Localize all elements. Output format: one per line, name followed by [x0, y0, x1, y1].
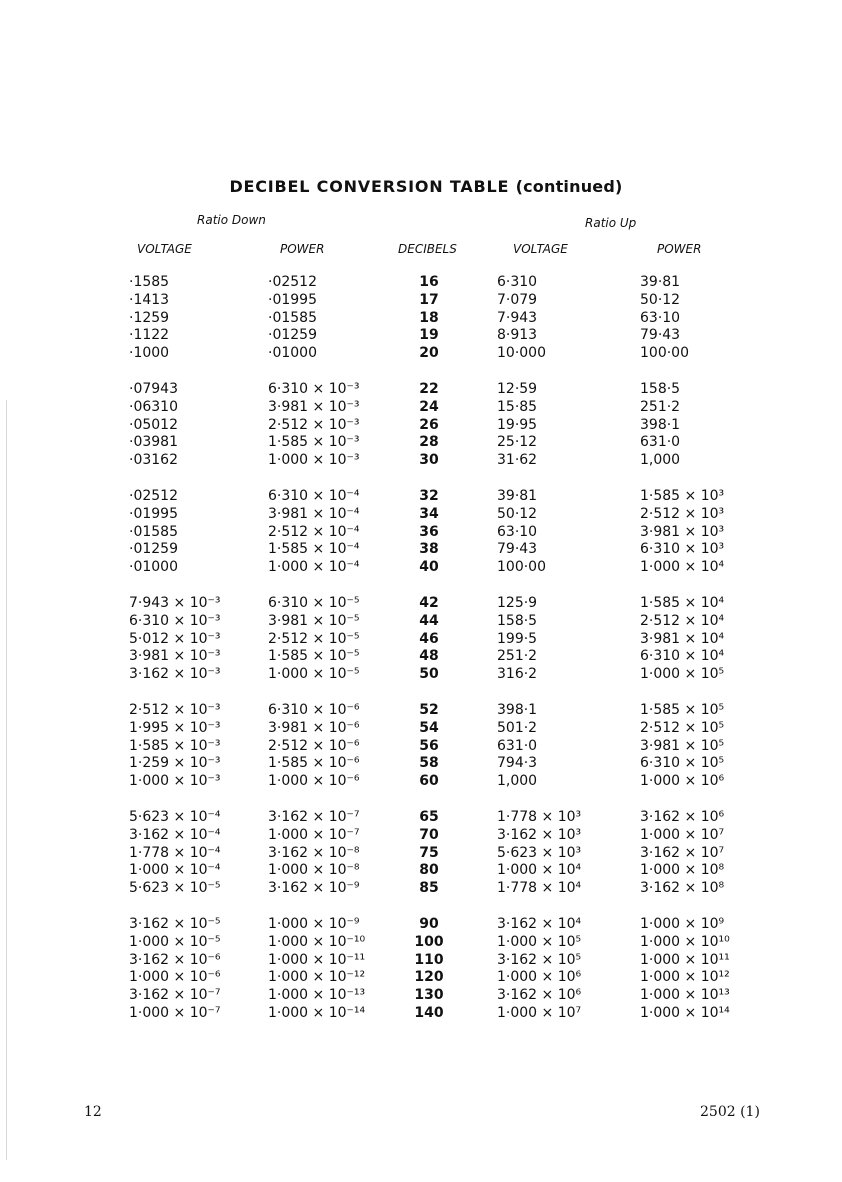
ratio-up-header: Ratio Up: [585, 216, 637, 230]
table-row: [0, 345, 842, 363]
cell-voltage-up: 3·162 × 10⁶: [497, 987, 582, 1004]
cell-power-down: 3·162 × 10⁻⁹: [268, 880, 360, 897]
table-row: [0, 434, 842, 452]
cell-power-up: 3·981 × 10⁵: [640, 737, 725, 754]
cell-voltage-up: 8·913: [497, 327, 538, 344]
cell-voltage-up: 10·000: [497, 345, 546, 362]
table-group: [0, 274, 842, 363]
cell-power-down: 3·981 × 10⁻⁴: [268, 505, 360, 522]
cell-power-up: 631·0: [640, 434, 681, 451]
table-row: [0, 969, 842, 987]
cell-voltage-down: 1·000 × 10⁻⁷: [129, 1004, 221, 1021]
cell-power-down: 2·512 × 10⁻³: [268, 416, 360, 433]
cell-power-down: 1·000 × 10⁻¹⁰: [268, 933, 366, 950]
cell-voltage-up: 79·43: [497, 541, 538, 558]
cell-voltage-down: ·03981: [129, 434, 178, 451]
cell-voltage-up: 3·162 × 10³: [497, 826, 582, 843]
table-group: [0, 595, 842, 684]
cell-decibels: 46: [419, 630, 439, 647]
cell-decibels: 48: [419, 648, 439, 665]
cell-voltage-down: 5·623 × 10⁻⁵: [129, 880, 221, 897]
cell-power-up: 100·00: [640, 345, 689, 362]
table-row: [0, 417, 842, 435]
cell-decibels: 32: [419, 487, 439, 504]
table-row: [0, 399, 842, 417]
cell-power-up: 6·310 × 10⁵: [640, 755, 725, 772]
cell-voltage-up: 100·00: [497, 559, 546, 576]
cell-voltage-down: ·06310: [129, 398, 178, 415]
cell-power-up: 251·2: [640, 398, 681, 415]
cell-power-up: 1·000 × 10¹¹: [640, 951, 730, 968]
table-group: [0, 488, 842, 577]
cell-voltage-down: ·05012: [129, 416, 178, 433]
cell-voltage-down: 1·000 × 10⁻⁶: [129, 969, 221, 986]
table-row: [0, 541, 842, 559]
cell-voltage-down: 2·512 × 10⁻³: [129, 701, 221, 718]
cell-decibels: 85: [419, 880, 439, 897]
cell-voltage-up: 5·623 × 10³: [497, 844, 582, 861]
cell-voltage-up: 25·12: [497, 434, 538, 451]
cell-voltage-down: ·01000: [129, 559, 178, 576]
table-row: [0, 595, 842, 613]
table-row: [0, 934, 842, 952]
cell-power-down: 2·512 × 10⁻⁴: [268, 523, 360, 540]
col-header-voltage-down: VOLTAGE: [137, 242, 192, 256]
cell-power-up: 3·162 × 10⁷: [640, 844, 725, 861]
table-row: [0, 274, 842, 292]
cell-power-up: 1·585 × 10⁵: [640, 701, 725, 718]
table-row: [0, 702, 842, 720]
cell-power-down: 1·000 × 10⁻¹¹: [268, 951, 366, 968]
cell-voltage-down: ·01259: [129, 541, 178, 558]
table-row: [0, 666, 842, 684]
cell-power-down: 1·000 × 10⁻¹⁴: [268, 1004, 366, 1021]
cell-power-up: 1·000 × 10¹³: [640, 987, 730, 1004]
cell-decibels: 130: [414, 987, 444, 1004]
cell-power-down: 2·512 × 10⁻⁶: [268, 737, 360, 754]
cell-power-down: 1·585 × 10⁻⁵: [268, 648, 360, 665]
cell-voltage-down: 3·162 × 10⁻⁶: [129, 951, 221, 968]
cell-voltage-up: 3·162 × 10⁵: [497, 951, 582, 968]
cell-voltage-down: 5·623 × 10⁻⁴: [129, 808, 221, 825]
cell-power-up: 1·000 × 10⁶: [640, 773, 725, 790]
cell-decibels: 70: [419, 826, 439, 843]
cell-voltage-down: 1·000 × 10⁻⁴: [129, 862, 221, 879]
title-suffix: (continued): [515, 177, 623, 196]
cell-voltage-down: 3·162 × 10⁻⁴: [129, 826, 221, 843]
cell-decibels: 90: [419, 915, 439, 932]
table-row: [0, 452, 842, 470]
cell-power-up: 6·310 × 10⁴: [640, 648, 725, 665]
cell-decibels: 38: [419, 541, 439, 558]
table-row: [0, 827, 842, 845]
cell-voltage-down: ·1000: [129, 345, 170, 362]
cell-voltage-up: 316·2: [497, 666, 538, 683]
cell-voltage-up: 1·000 × 10⁷: [497, 1004, 582, 1021]
table-row: [0, 809, 842, 827]
cell-decibels: 24: [419, 398, 439, 415]
table-row: [0, 720, 842, 738]
cell-voltage-up: 19·95: [497, 416, 538, 433]
cell-decibels: 52: [419, 701, 439, 718]
table-row: [0, 880, 842, 898]
table-row: [0, 648, 842, 666]
table-row: [0, 310, 842, 328]
cell-voltage-up: 158·5: [497, 612, 538, 629]
cell-power-up: 3·162 × 10⁶: [640, 808, 725, 825]
cell-decibels: 30: [419, 452, 439, 469]
table-row: [0, 631, 842, 649]
cell-voltage-up: 7·943: [497, 309, 538, 326]
cell-power-down: ·01259: [268, 327, 317, 344]
table-row: [0, 524, 842, 542]
cell-decibels: 54: [419, 719, 439, 736]
table-row: [0, 559, 842, 577]
table-row: [0, 381, 842, 399]
cell-power-down: 3·981 × 10⁻³: [268, 398, 360, 415]
table-row: [0, 755, 842, 773]
cell-power-down: ·01585: [268, 309, 317, 326]
cell-power-down: ·02512: [268, 274, 317, 290]
cell-voltage-down: ·1122: [129, 327, 170, 344]
cell-power-down: ·01995: [268, 291, 317, 308]
cell-voltage-down: 5·012 × 10⁻³: [129, 630, 221, 647]
cell-decibels: 17: [419, 291, 439, 308]
cell-decibels: 34: [419, 505, 439, 522]
cell-voltage-down: 3·162 × 10⁻⁷: [129, 987, 221, 1004]
cell-power-down: 1·585 × 10⁻⁴: [268, 541, 360, 558]
page-number: 12: [84, 1104, 102, 1120]
cell-voltage-up: 1,000: [497, 773, 538, 790]
cell-power-up: 1·585 × 10³: [640, 487, 725, 504]
conversion-table-body: [0, 274, 842, 1041]
cell-voltage-down: ·03162: [129, 452, 178, 469]
cell-voltage-down: 1·778 × 10⁻⁴: [129, 844, 221, 861]
cell-voltage-down: 1·995 × 10⁻³: [129, 719, 221, 736]
cell-voltage-up: 501·2: [497, 719, 538, 736]
cell-voltage-up: 15·85: [497, 398, 538, 415]
table-group: [0, 809, 842, 898]
cell-power-down: 6·310 × 10⁻⁵: [268, 594, 360, 611]
cell-decibels: 58: [419, 755, 439, 772]
cell-voltage-down: 3·981 × 10⁻³: [129, 648, 221, 665]
cell-voltage-down: 3·162 × 10⁻⁵: [129, 915, 221, 932]
cell-power-up: 2·512 × 10⁴: [640, 612, 725, 629]
cell-voltage-up: 6·310: [497, 274, 538, 290]
cell-power-down: 1·585 × 10⁻⁶: [268, 755, 360, 772]
cell-voltage-up: 3·162 × 10⁴: [497, 915, 582, 932]
cell-decibels: 18: [419, 309, 439, 326]
cell-voltage-up: 1·000 × 10⁵: [497, 933, 582, 950]
cell-voltage-down: ·1585: [129, 274, 170, 290]
cell-power-up: 1·000 × 10⁸: [640, 862, 725, 879]
cell-voltage-down: 1·000 × 10⁻⁵: [129, 933, 221, 950]
cell-power-down: 3·981 × 10⁻⁵: [268, 612, 360, 629]
cell-power-down: 3·162 × 10⁻⁸: [268, 844, 360, 861]
table-row: [0, 845, 842, 863]
cell-voltage-down: 1·259 × 10⁻³: [129, 755, 221, 772]
table-row: [0, 952, 842, 970]
table-row: [0, 488, 842, 506]
cell-power-down: ·01000: [268, 345, 317, 362]
cell-power-up: 1·000 × 10¹⁴: [640, 1004, 730, 1021]
cell-power-down: 1·000 × 10⁻⁵: [268, 666, 360, 683]
cell-decibels: 140: [414, 1004, 444, 1021]
cell-power-up: 1·000 × 10⁷: [640, 826, 725, 843]
cell-decibels: 20: [419, 345, 439, 362]
cell-voltage-up: 125·9: [497, 594, 538, 611]
cell-decibels: 60: [419, 773, 439, 790]
cell-power-down: 6·310 × 10⁻⁶: [268, 701, 360, 718]
cell-power-up: 1·000 × 10⁵: [640, 666, 725, 683]
col-header-power-up: POWER: [657, 242, 702, 256]
cell-decibels: 80: [419, 862, 439, 879]
cell-power-down: 1·000 × 10⁻⁹: [268, 915, 360, 932]
cell-decibels: 28: [419, 434, 439, 451]
table-row: [0, 916, 842, 934]
cell-voltage-up: 39·81: [497, 487, 538, 504]
cell-power-down: 3·981 × 10⁻⁶: [268, 719, 360, 736]
cell-decibels: 40: [419, 559, 439, 576]
cell-decibels: 50: [419, 666, 439, 683]
cell-decibels: 36: [419, 523, 439, 540]
cell-power-up: 1,000: [640, 452, 681, 469]
cell-voltage-up: 1·778 × 10³: [497, 808, 582, 825]
cell-decibels: 56: [419, 737, 439, 754]
cell-voltage-down: 6·310 × 10⁻³: [129, 612, 221, 629]
cell-power-up: 3·981 × 10⁴: [640, 630, 725, 647]
cell-voltage-down: 1·000 × 10⁻³: [129, 773, 221, 790]
cell-voltage-up: 794·3: [497, 755, 538, 772]
cell-power-down: 1·000 × 10⁻⁸: [268, 862, 360, 879]
cell-power-up: 1·585 × 10⁴: [640, 594, 725, 611]
cell-decibels: 100: [414, 933, 444, 950]
cell-power-up: 39·81: [640, 274, 681, 290]
cell-power-down: 1·000 × 10⁻⁴: [268, 559, 360, 576]
cell-voltage-down: 1·585 × 10⁻³: [129, 737, 221, 754]
cell-voltage-down: ·01585: [129, 523, 178, 540]
cell-power-up: 6·310 × 10³: [640, 541, 725, 558]
table-row: [0, 987, 842, 1005]
cell-power-down: 6·310 × 10⁻³: [268, 380, 360, 397]
cell-decibels: 44: [419, 612, 439, 629]
cell-power-up: 1·000 × 10¹⁰: [640, 933, 730, 950]
table-row: [0, 292, 842, 310]
cell-voltage-down: ·02512: [129, 487, 178, 504]
cell-power-down: 1·000 × 10⁻⁶: [268, 773, 360, 790]
table-row: [0, 738, 842, 756]
table-row: [0, 862, 842, 880]
cell-power-up: 3·981 × 10³: [640, 523, 725, 540]
cell-voltage-up: 1·000 × 10⁶: [497, 969, 582, 986]
cell-decibels: 65: [419, 808, 439, 825]
cell-decibels: 26: [419, 416, 439, 433]
cell-power-up: 2·512 × 10⁵: [640, 719, 725, 736]
cell-voltage-up: 631·0: [497, 737, 538, 754]
cell-decibels: 120: [414, 969, 444, 986]
cell-power-up: 79·43: [640, 327, 681, 344]
cell-decibels: 42: [419, 594, 439, 611]
table-row: [0, 1005, 842, 1023]
table-group: [0, 916, 842, 1023]
cell-power-down: 6·310 × 10⁻⁴: [268, 487, 360, 504]
cell-decibels: 19: [419, 327, 439, 344]
cell-power-up: 3·162 × 10⁸: [640, 880, 725, 897]
cell-voltage-up: 12·59: [497, 380, 538, 397]
ratio-down-header: Ratio Down: [197, 213, 266, 227]
page-title: [0, 177, 842, 196]
cell-power-down: 1·000 × 10⁻¹²: [268, 969, 366, 986]
col-header-power-down: POWER: [280, 242, 325, 256]
cell-power-up: 50·12: [640, 291, 681, 308]
cell-voltage-down: ·1413: [129, 291, 170, 308]
cell-voltage-up: 251·2: [497, 648, 538, 665]
cell-voltage-up: 1·778 × 10⁴: [497, 880, 582, 897]
cell-decibels: 16: [419, 274, 439, 290]
cell-power-down: 1·000 × 10⁻¹³: [268, 987, 366, 1004]
table-row: [0, 506, 842, 524]
cell-voltage-down: ·07943: [129, 380, 178, 397]
cell-power-down: 2·512 × 10⁻⁵: [268, 630, 360, 647]
col-header-voltage-up: VOLTAGE: [513, 242, 568, 256]
cell-voltage-down: ·1259: [129, 309, 170, 326]
cell-voltage-up: 7·079: [497, 291, 538, 308]
cell-voltage-up: 199·5: [497, 630, 538, 647]
cell-power-down: 3·162 × 10⁻⁷: [268, 808, 360, 825]
cell-voltage-down: ·01995: [129, 505, 178, 522]
table-row: [0, 773, 842, 791]
cell-power-down: 1·000 × 10⁻³: [268, 452, 360, 469]
table-row: [0, 327, 842, 345]
cell-power-up: 1·000 × 10⁴: [640, 559, 725, 576]
document-reference: 2502 (1): [700, 1104, 760, 1120]
cell-voltage-up: 50·12: [497, 505, 538, 522]
cell-power-down: 1·000 × 10⁻⁷: [268, 826, 360, 843]
cell-decibels: 22: [419, 380, 439, 397]
cell-decibels: 75: [419, 844, 439, 861]
col-header-decibels: DECIBELS: [398, 242, 457, 256]
table-group: [0, 702, 842, 791]
cell-power-up: 158·5: [640, 380, 681, 397]
cell-voltage-down: 7·943 × 10⁻³: [129, 594, 221, 611]
cell-power-up: 2·512 × 10³: [640, 505, 725, 522]
cell-power-up: 1·000 × 10¹²: [640, 969, 730, 986]
cell-power-down: 1·585 × 10⁻³: [268, 434, 360, 451]
cell-decibels: 110: [414, 951, 444, 968]
cell-voltage-up: 63·10: [497, 523, 538, 540]
cell-power-up: 63·10: [640, 309, 681, 326]
table-row: [0, 613, 842, 631]
cell-voltage-up: 1·000 × 10⁴: [497, 862, 582, 879]
cell-voltage-up: 31·62: [497, 452, 538, 469]
cell-power-up: 1·000 × 10⁹: [640, 915, 725, 932]
cell-voltage-up: 398·1: [497, 701, 538, 718]
cell-power-up: 398·1: [640, 416, 681, 433]
cell-voltage-down: 3·162 × 10⁻³: [129, 666, 221, 683]
title-main: DECIBEL CONVERSION TABLE: [229, 177, 510, 196]
table-group: [0, 381, 842, 470]
